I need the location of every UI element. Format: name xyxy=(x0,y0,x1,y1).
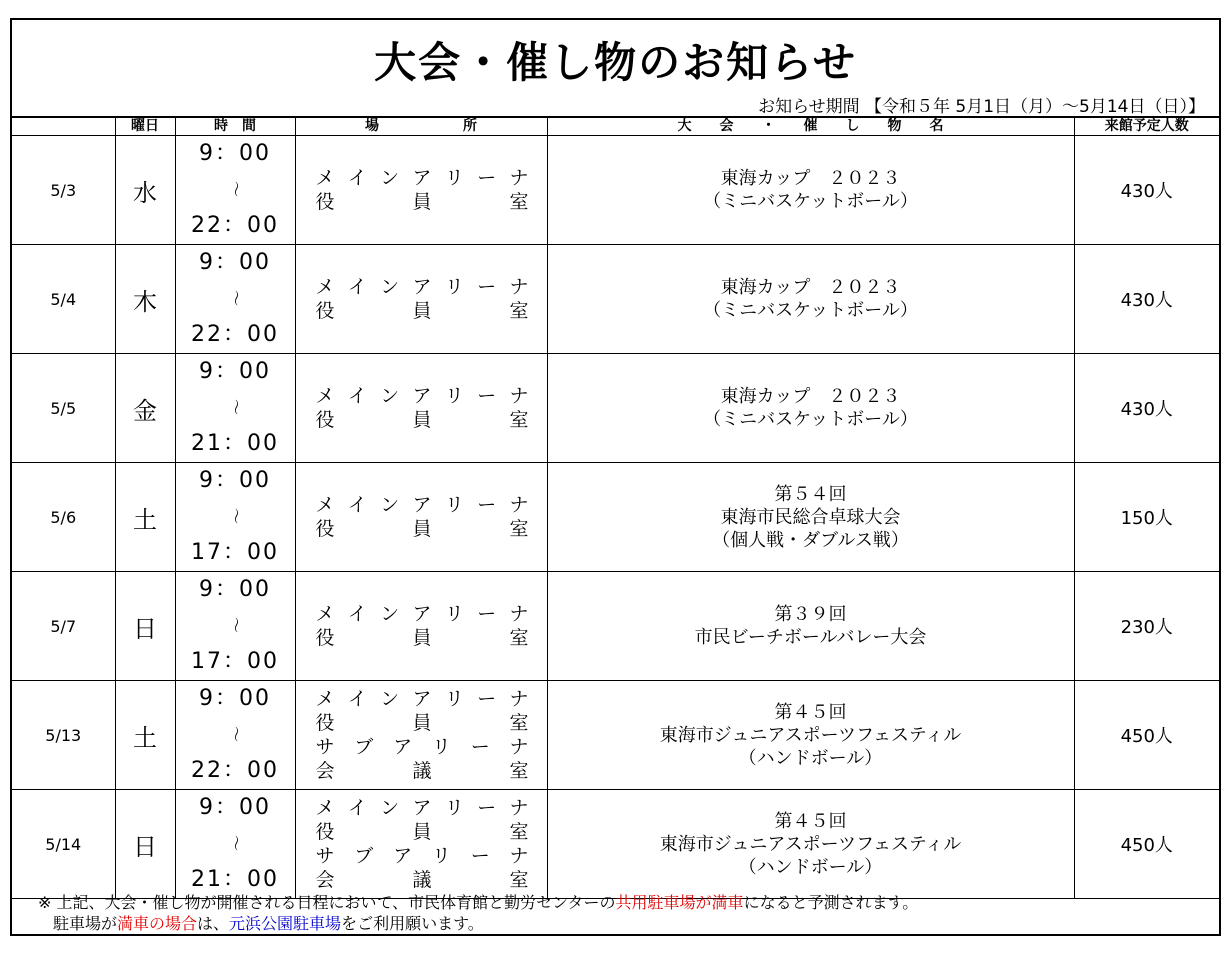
time-start: 9：00 xyxy=(199,141,271,166)
table-row xyxy=(12,463,1219,572)
table-row xyxy=(12,681,1219,790)
cell-time xyxy=(175,245,295,354)
table-row xyxy=(12,245,1219,354)
cell-venue xyxy=(295,245,547,354)
cell-venue xyxy=(295,790,547,899)
cell-date: 5/5 xyxy=(12,354,115,463)
cell-attendance: 430人 xyxy=(1074,245,1219,354)
venue-line: 役 員 室 xyxy=(315,191,529,213)
time-start: 9：00 xyxy=(199,795,271,820)
venue-line: メ イ ン ア リ ー ナ xyxy=(315,494,529,516)
venue-line: 役 員 室 xyxy=(315,627,529,649)
cell-venue xyxy=(295,681,547,790)
note-text: になると予測されます。 xyxy=(743,893,919,912)
time-end: 17：00 xyxy=(191,540,279,565)
cell-time xyxy=(175,354,295,463)
note-text: をご利用願います。 xyxy=(341,914,484,933)
cell-date: 5/4 xyxy=(12,245,115,354)
parking-note xyxy=(38,892,918,934)
cell-event-name xyxy=(547,572,1074,681)
venue-line: メ イ ン ア リ ー ナ xyxy=(315,688,529,710)
note-line-2 xyxy=(38,913,918,934)
event-line: 東海市民総合卓球大会 xyxy=(720,506,901,528)
cell-attendance: 430人 xyxy=(1074,354,1219,463)
event-line: （ミニバスケットボール） xyxy=(703,409,918,430)
note-line-1 xyxy=(38,892,918,913)
header-date xyxy=(12,117,115,136)
header-event-name: 大 会 ・ 催 し 物 名 xyxy=(547,117,1074,136)
venue-line: 役 員 室 xyxy=(315,409,529,431)
venue-line: 役 員 室 xyxy=(315,821,529,843)
time-separator: ～ xyxy=(226,398,245,417)
cell-attendance: 230人 xyxy=(1074,572,1219,681)
cell-day-of-week: 日 xyxy=(115,572,175,681)
note-highlight-when-full: 満車の場合 xyxy=(117,914,198,933)
header-day-of-week: 曜日 xyxy=(115,117,175,136)
table-row xyxy=(12,572,1219,681)
venue-line: 会 議 室 xyxy=(315,760,529,782)
time-start: 9：00 xyxy=(199,250,271,275)
event-line: 東海市ジュニアスポーツフェスティル xyxy=(659,724,962,746)
table-row xyxy=(12,136,1219,245)
cell-time xyxy=(175,136,295,245)
event-line: 第４５回 xyxy=(774,810,847,832)
time-end: 22：00 xyxy=(191,758,279,783)
venue-line: 会 議 室 xyxy=(315,869,529,891)
event-table xyxy=(12,116,1219,899)
venue-line: 役 員 室 xyxy=(315,712,529,734)
event-line: 第３９回 xyxy=(774,604,847,625)
cell-time xyxy=(175,572,295,681)
cell-venue xyxy=(295,572,547,681)
time-start: 9：00 xyxy=(199,468,271,493)
cell-day-of-week: 金 xyxy=(115,354,175,463)
cell-time xyxy=(175,463,295,572)
event-line: 東海カップ ２０２３ xyxy=(720,168,901,189)
venue-line: メ イ ン ア リ ー ナ xyxy=(315,167,529,189)
note-highlight-full-parking: 共用駐車場が満車 xyxy=(615,893,744,912)
venue-line: サ ブ ア リ ー ナ xyxy=(315,845,529,867)
note-highlight-alt-parking: 元浜公園駐車場 xyxy=(229,914,342,933)
time-separator: ～ xyxy=(226,289,245,308)
event-line: （ミニバスケットボール） xyxy=(703,191,918,212)
time-start: 9：00 xyxy=(199,686,271,711)
page-title: 大会・催し物のお知らせ xyxy=(374,38,857,87)
time-separator: ～ xyxy=(226,616,245,635)
event-line: 第５４回 xyxy=(774,483,847,505)
header-time: 時 間 xyxy=(175,117,295,136)
cell-day-of-week: 土 xyxy=(115,681,175,790)
event-line: （ハンドボール） xyxy=(738,856,883,878)
time-end: 22：00 xyxy=(191,322,279,347)
venue-line: 役 員 室 xyxy=(315,300,529,322)
cell-day-of-week: 土 xyxy=(115,463,175,572)
cell-date: 5/13 xyxy=(12,681,115,790)
cell-time xyxy=(175,681,295,790)
time-start: 9：00 xyxy=(199,577,271,602)
venue-line: メ イ ン ア リ ー ナ xyxy=(315,797,529,819)
time-separator: ～ xyxy=(226,725,245,744)
cell-time xyxy=(175,790,295,899)
cell-venue xyxy=(295,136,547,245)
event-line: （ハンドボール） xyxy=(738,747,883,769)
cell-event-name xyxy=(547,790,1074,899)
note-text: 駐車場が xyxy=(53,914,118,933)
table-row xyxy=(12,790,1219,899)
event-line: 東海カップ ２０２３ xyxy=(720,386,901,407)
note-text: は、 xyxy=(197,914,230,933)
event-line: 第４５回 xyxy=(774,701,847,723)
cell-attendance: 450人 xyxy=(1074,790,1219,899)
time-end: 21：00 xyxy=(191,867,279,892)
event-line: 東海カップ ２０２３ xyxy=(720,277,901,298)
cell-date: 5/6 xyxy=(12,463,115,572)
venue-line: メ イ ン ア リ ー ナ xyxy=(315,276,529,298)
cell-attendance: 450人 xyxy=(1074,681,1219,790)
time-separator: ～ xyxy=(226,507,245,526)
time-end: 22：00 xyxy=(191,213,279,238)
cell-date: 5/7 xyxy=(12,572,115,681)
time-separator: ～ xyxy=(226,180,245,199)
cell-date: 5/3 xyxy=(12,136,115,245)
time-separator: ～ xyxy=(226,834,245,853)
cell-venue xyxy=(295,463,547,572)
table-header-row xyxy=(12,117,1219,136)
cell-attendance: 430人 xyxy=(1074,136,1219,245)
time-end: 17：00 xyxy=(191,649,279,674)
venue-line: メ イ ン ア リ ー ナ xyxy=(315,385,529,407)
cell-day-of-week: 日 xyxy=(115,790,175,899)
time-start: 9：00 xyxy=(199,359,271,384)
event-line: （個人戦・ダブルス戦） xyxy=(712,529,909,551)
cell-event-name xyxy=(547,245,1074,354)
notice-period: お知らせ期間 【令和５年 5月1日（月）～5月14日（日）】 xyxy=(758,97,1205,117)
cell-attendance: 150人 xyxy=(1074,463,1219,572)
cell-day-of-week: 水 xyxy=(115,136,175,245)
notice-frame xyxy=(10,18,1221,936)
note-text: ※ 上記、大会・催し物が開催される日程において、市民体育館と勤労センターの xyxy=(38,893,616,912)
event-line: 東海市ジュニアスポーツフェスティル xyxy=(659,833,962,855)
venue-line: 役 員 室 xyxy=(315,518,529,540)
cell-venue xyxy=(295,354,547,463)
venue-line: サ ブ ア リ ー ナ xyxy=(315,736,529,758)
table-row xyxy=(12,354,1219,463)
cell-day-of-week: 木 xyxy=(115,245,175,354)
venue-line: メ イ ン ア リ ー ナ xyxy=(315,603,529,625)
header-attendance: 来館予定人数 xyxy=(1074,117,1219,136)
header-venue: 場 所 xyxy=(295,117,547,136)
cell-event-name xyxy=(547,136,1074,245)
cell-date: 5/14 xyxy=(12,790,115,899)
event-line: （ミニバスケットボール） xyxy=(703,300,918,321)
event-line: 市民ビーチボールバレー大会 xyxy=(694,627,927,648)
cell-event-name xyxy=(547,354,1074,463)
time-end: 21：00 xyxy=(191,431,279,456)
cell-event-name xyxy=(547,463,1074,572)
cell-event-name xyxy=(547,681,1074,790)
